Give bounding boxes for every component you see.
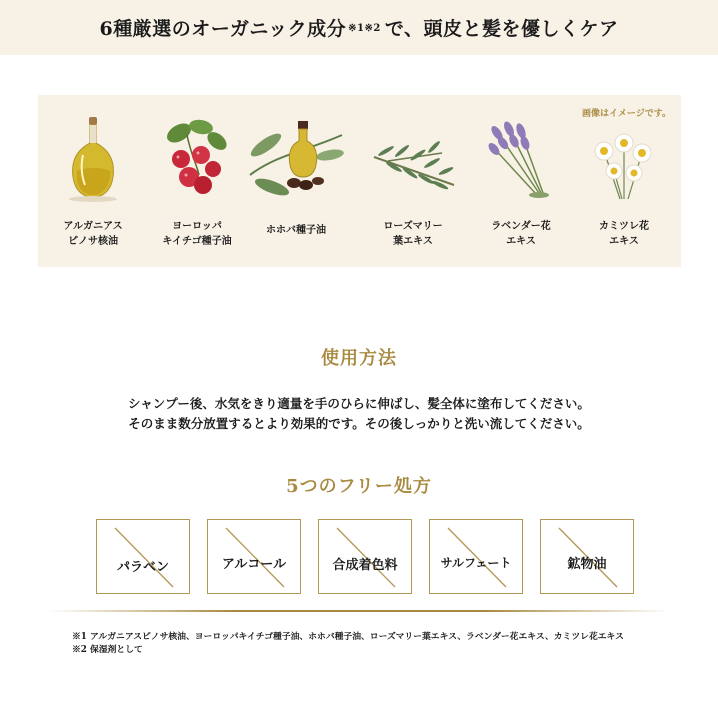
ingredient-label: ホホバ種子油 [266,225,326,236]
howto-line-2: そのまま数分放置するとより効果的です。その後しっかりと洗い流してください。 [128,416,590,431]
ingredient-label: アルガニアス ピノサ核油 [63,221,123,247]
ingredient-raspberry [142,95,252,267]
footnotes [72,631,624,657]
title-note: ※1※2 [348,23,381,34]
free-item-label: サルフェート [440,556,512,570]
free-item-label: アルコール [221,557,287,572]
image-caption: 画像はイメージです。 [581,109,671,119]
ingredient-label: ヨーロッパ キイチゴ種子油 [162,221,232,247]
free-item-colorant [318,519,412,594]
footnote-1: ※1 アルガニアスピノサ核油、ヨーロッパキイチゴ種子油、ホホバ種子油、ローズマリー葉エキス、ラベンダー花エキス、カミツレ花エキス [72,632,624,642]
title-main: 6種厳選のオーガニック成分 [99,18,347,40]
howto-body [0,394,718,434]
oil-cruet-icon [53,115,133,210]
howto-heading: 使用方法 [321,348,397,369]
ingredient-label: ローズマリー 葉エキス [383,221,443,247]
rosemary-icon [368,115,458,210]
ingredient-chamomile [569,95,679,267]
ingredient-jojoba [241,95,351,267]
free-item-label: 合成着色料 [332,558,398,573]
lavender-icon [481,115,561,210]
ingredient-label: ラベンダー花 エキス [491,221,551,247]
divider [48,610,670,612]
jojoba-oil-icon [246,115,346,210]
free-item-mineral-oil [540,519,634,594]
footnote-2: ※2 保湿剤として [72,645,143,655]
header-band [0,0,718,55]
ingredient-rosemary [358,95,468,267]
free-item-label: パラベン [116,560,169,575]
free-item-paraben [96,519,190,594]
free-item-sulfate [429,519,523,594]
free-list [96,519,636,594]
ingredient-label: カミツレ花 エキス [599,221,649,247]
title-tail: で、頭皮と髪を優しくケア [384,18,619,40]
raspberry-icon [157,115,237,210]
page-title [100,14,619,41]
chamomile-icon [584,115,664,210]
ingredients-panel [38,95,681,267]
free-heading: 5つのフリー処方 [286,476,432,497]
howto-line-1: シャンプー後、水気をきり適量を手のひらに伸ばし、髪全体に塗布してください。 [128,396,590,411]
free-item-alcohol [207,519,301,594]
ingredient-argan [38,95,148,267]
ingredient-lavender [466,95,576,267]
free-item-label: 鉱物油 [567,557,607,572]
